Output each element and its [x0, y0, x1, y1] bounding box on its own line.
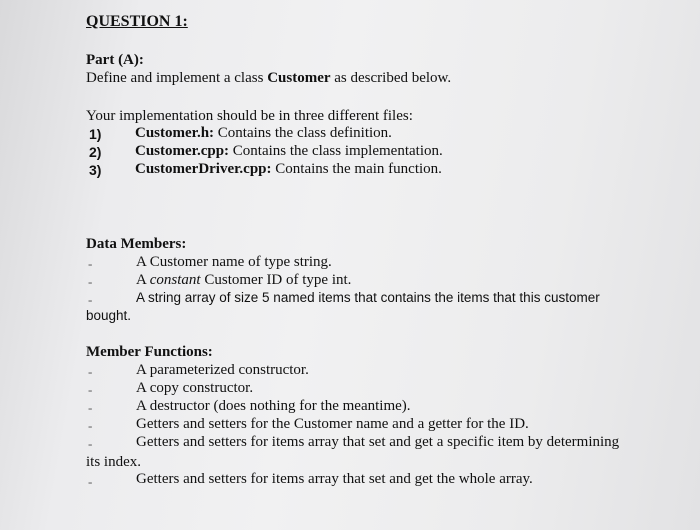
question-title: QUESTION 1:: [86, 13, 188, 30]
bullet-dash: -: [88, 418, 93, 433]
intro-prefix: Define and implement a class: [86, 70, 268, 86]
item-prefix: A: [136, 272, 150, 288]
intro-suffix: as described below.: [330, 70, 452, 86]
file-desc: Contains the class definition.: [214, 125, 392, 141]
bullet-dash: -: [88, 400, 93, 415]
member-functions-heading: Member Functions:: [86, 344, 213, 360]
member-function-item: A parameterized constructor.: [136, 362, 309, 378]
file-item: [135, 142, 443, 160]
file-number: 1): [89, 126, 102, 142]
file-name: CustomerDriver.cpp:: [135, 161, 272, 177]
member-function-item: Getters and setters for items array that set and get a specific item by determining: [136, 434, 620, 450]
file-item: [135, 124, 392, 142]
bullet-dash: -: [88, 382, 93, 397]
file-number: 2): [89, 144, 102, 160]
member-function-item-continuation: its index.: [86, 454, 141, 470]
item-italic-word: constant: [149, 272, 201, 288]
data-member-item-continuation: bought.: [86, 308, 132, 323]
member-function-item: A destructor (does nothing for the meantime).: [136, 398, 411, 414]
file-item: [135, 160, 442, 178]
bullet-dash: -: [88, 274, 93, 289]
intro-class-name: Customer: [267, 70, 331, 86]
data-member-item: [136, 271, 351, 289]
bullet-dash: -: [88, 474, 93, 489]
data-member-item: A Customer name of type string.: [136, 254, 332, 270]
file-desc: Contains the class implementation.: [229, 143, 443, 159]
intro-line: [86, 69, 451, 87]
part-label: Part (A):: [86, 52, 144, 68]
file-desc: Contains the main function.: [271, 161, 442, 177]
file-number: 3): [89, 162, 102, 178]
member-function-item: A copy constructor.: [136, 380, 254, 396]
file-name: Customer.h:: [135, 125, 215, 141]
file-name: Customer.cpp:: [135, 143, 230, 159]
data-member-item: A string array of size 5 named items that contains the items that this customer: [136, 290, 600, 305]
bullet-dash: -: [88, 364, 93, 379]
bullet-dash: -: [88, 292, 93, 307]
item-suffix: Customer ID of type int.: [200, 272, 352, 288]
bullet-dash: -: [88, 256, 93, 271]
member-function-item: Getters and setters for items array that set and get the whole array.: [136, 471, 533, 487]
files-intro: Your implementation should be in three different files:: [86, 108, 413, 124]
bullet-dash: -: [88, 436, 93, 451]
member-function-item: Getters and setters for the Customer name and a getter for the ID.: [136, 416, 529, 432]
data-members-heading: Data Members:: [86, 236, 187, 252]
